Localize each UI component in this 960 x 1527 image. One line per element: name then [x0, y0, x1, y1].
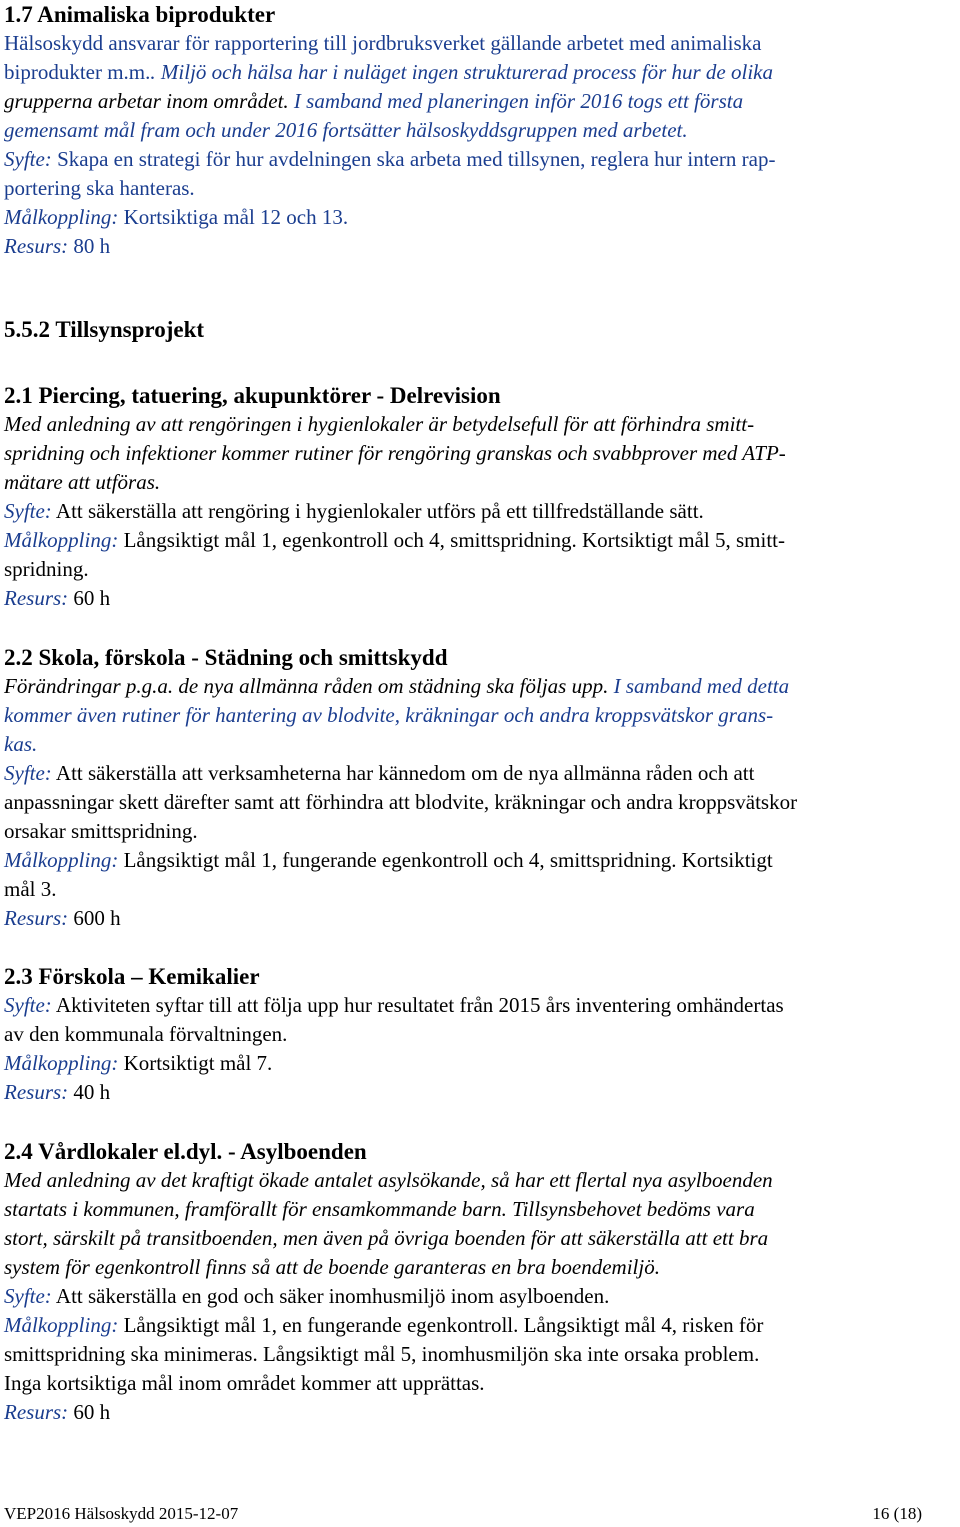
syfte-line: Syfte: Aktiviteten syftar till att följa upp hur resultatet från 2015 års inventering omhändertas — [4, 993, 784, 1017]
malkoppling-line: Målkoppling: Kortsiktiga mål 12 och 13. — [4, 205, 349, 229]
paragraph-line: spridning och infektioner kommer rutiner för rengöring granskas och svabbprover med ATP- — [4, 441, 786, 465]
syfte-label: Syfte: — [4, 761, 52, 785]
resurs-line: Resurs: 60 h — [4, 1400, 111, 1424]
section-1-7 — [4, 0, 956, 261]
syfte-line: orsakar smittspridning. — [4, 819, 198, 843]
resurs-label: Resurs: — [4, 586, 69, 610]
resurs-line: Resurs: 80 h — [4, 234, 111, 258]
malkoppling-line: Inga kortsiktiga mål inom området kommer att upprättas. — [4, 1371, 485, 1395]
resurs-label: Resurs: — [4, 1080, 69, 1104]
syfte-line: Syfte: Att säkerställa att rengöring i hygienlokaler utförs på ett tillfredställande sätt. — [4, 499, 704, 523]
paragraph-line: grupperna arbetar inom området. I samband med planeringen inför 2016 togs ett första — [4, 89, 744, 113]
resurs-line: Resurs: 600 h — [4, 906, 121, 930]
syfte-line: portering ska hanteras. — [4, 176, 195, 200]
resurs-line: Resurs: 40 h — [4, 1080, 111, 1104]
malkoppling-label: Målkoppling: — [4, 205, 119, 229]
syfte-line: Syfte: Att säkerställa att verksamheterna har kännedom om de nya allmänna råden och att — [4, 761, 755, 785]
section-heading: 2.2 Skola, förskola - Städning och smittskydd — [4, 645, 448, 670]
resurs-label: Resurs: — [4, 234, 69, 258]
paragraph-line: startats i kommunen, framförallt för ensamkommande barn. Tillsynsbehovet bedöms vara — [4, 1197, 755, 1221]
resurs-label: Resurs: — [4, 1400, 69, 1424]
malkoppling-line: Målkoppling: Långsiktigt mål 1, egenkontroll och 4, smittspridning. Kortsiktigt mål 5, smitt- — [4, 528, 786, 552]
section-heading: 2.3 Förskola – Kemikalier — [4, 964, 260, 989]
section-heading: 2.1 Piercing, tatuering, akupunktörer - Delrevision — [4, 383, 501, 408]
malkoppling-label: Målkoppling: — [4, 1051, 119, 1075]
section-2-3 — [4, 962, 956, 1107]
malkoppling-line: smittspridning ska minimeras. Långsiktigt mål 5, inomhusmiljön ska inte orsaka problem. — [4, 1342, 760, 1366]
paragraph-line: kommer även rutiner för hantering av blodvite, kräkningar och andra kroppsvätskor grans- — [4, 703, 774, 727]
malkoppling-line: Målkoppling: Långsiktigt mål 1, en fungerande egenkontroll. Långsiktigt mål 4, risken för — [4, 1313, 764, 1337]
paragraph-line: mätare att utföras. — [4, 470, 161, 494]
syfte-label: Syfte: — [4, 499, 52, 523]
syfte-line: Syfte: Skapa en strategi för hur avdelningen ska arbeta med tillsynen, reglera hur intern rap- — [4, 147, 776, 171]
syfte-line: Syfte: Att säkerställa en god och säker inomhusmiljö inom asylboenden. — [4, 1284, 610, 1308]
section-2-2 — [4, 643, 956, 933]
section-heading: 1.7 Animaliska biprodukter — [4, 2, 276, 27]
syfte-label: Syfte: — [4, 147, 52, 171]
section-heading: 5.5.2 Tillsynsprojekt — [4, 317, 205, 342]
paragraph-line: kas. — [4, 732, 38, 756]
syfte-line: anpassningar skett därefter samt att förhindra att blodvite, kräkningar och andra kroppsvätskor — [4, 790, 798, 814]
section-2-4 — [4, 1137, 956, 1427]
resurs-label: Resurs: — [4, 906, 69, 930]
paragraph-line: Med anledning av det kraftigt ökade antalet asylsökande, så har ett flertal nya asylboenden — [4, 1168, 773, 1192]
paragraph-line: system för egenkontroll finns så att de boende garanteras en bra boendemiljö. — [4, 1255, 660, 1279]
section-2-1 — [4, 381, 956, 613]
paragraph-line: biprodukter m.m.. Miljö och hälsa har i nuläget ingen strukturerad process för hur de olika — [4, 60, 773, 84]
page-footer — [4, 1503, 922, 1525]
paragraph-line: Hälsoskydd ansvarar för rapportering till jordbruksverket gällande arbetet med animaliska — [4, 31, 762, 55]
paragraph-line: Förändringar p.g.a. de nya allmänna råden om städning ska följas upp. I samband med detta — [4, 674, 790, 698]
malkoppling-label: Målkoppling: — [4, 848, 119, 872]
paragraph-line: stort, särskilt på transitboenden, men även på övriga boenden för att säkerställa att ett bra — [4, 1226, 769, 1250]
resurs-line: Resurs: 60 h — [4, 586, 111, 610]
syfte-label: Syfte: — [4, 993, 52, 1017]
malkoppling-line: Målkoppling: Kortsiktigt mål 7. — [4, 1051, 273, 1075]
malkoppling-line: spridning. — [4, 557, 89, 581]
malkoppling-line: mål 3. — [4, 877, 57, 901]
syfte-line: av den kommunala förvaltningen. — [4, 1022, 288, 1046]
malkoppling-label: Målkoppling: — [4, 528, 119, 552]
page-number: 16 (18) — [872, 1504, 922, 1523]
syfte-label: Syfte: — [4, 1284, 52, 1308]
paragraph-line: Med anledning av att rengöringen i hygienlokaler är betydelsefull för att förhindra smitt- — [4, 412, 755, 436]
section-heading: 2.4 Vårdlokaler el.dyl. - Asylboenden — [4, 1139, 367, 1164]
footer-document-info: VEP2016 Hälsoskydd 2015-12-07 — [4, 1504, 239, 1523]
malkoppling-line: Målkoppling: Långsiktigt mål 1, fungerande egenkontroll och 4, smittspridning. Kortsiktigt — [4, 848, 773, 872]
paragraph-line: gemensamt mål fram och under 2016 fortsätter hälsoskyddsgruppen med arbetet. — [4, 118, 688, 142]
section-5-5-2 — [4, 315, 956, 344]
malkoppling-label: Målkoppling: — [4, 1313, 119, 1337]
